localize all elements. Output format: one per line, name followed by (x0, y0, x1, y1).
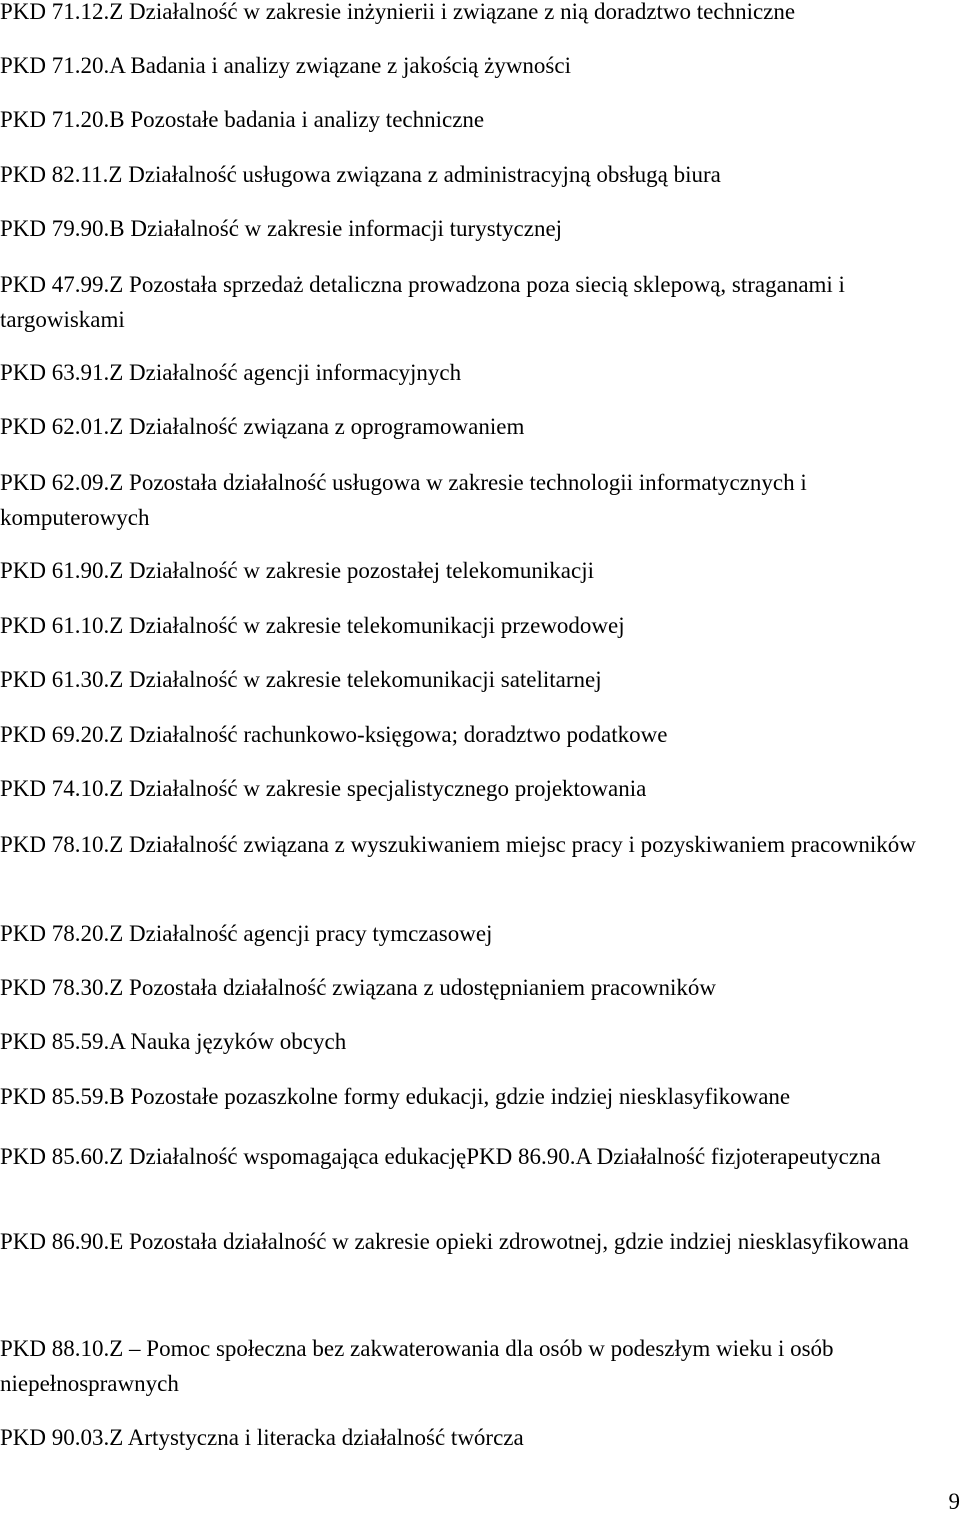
pkd-entry: PKD 61.90.Z Działalność w zakresie pozostałej telekomunikacji (0, 558, 594, 583)
pkd-entry: PKD 78.10.Z Działalność związana z wyszukiwaniem miejsc pracy i pozyskiwaniem pracowników (0, 832, 916, 857)
pkd-entry: PKD 90.03.Z Artystyczna i literacka działalność twórcza (0, 1425, 524, 1450)
pkd-entry: PKD 82.11.Z Działalność usługowa związana z administracyjną obsługą biura (0, 162, 721, 187)
pkd-entry: PKD 69.20.Z Działalność rachunkowo-księgowa; doradztwo podatkowe (0, 722, 668, 747)
pkd-entry: PKD 85.59.B Pozostałe pozaszkolne formy edukacji, gdzie indziej niesklasyfikowane (0, 1084, 791, 1109)
pkd-entry: PKD 62.09.Z Pozostała działalność usługowa w zakresie technologii informatycznych i komputerowych (0, 470, 807, 530)
pkd-entry: PKD 71.12.Z Działalność w zakresie inżynierii i związane z nią doradztwo techniczne (0, 0, 796, 24)
pkd-entry: PKD 74.10.Z Działalność w zakresie specjalistycznego projektowania (0, 776, 647, 801)
pkd-entry: PKD 71.20.B Pozostałe badania i analizy techniczne (0, 107, 485, 132)
pkd-entry: PKD 78.20.Z Działalność agencji pracy tymczasowej (0, 921, 493, 946)
pkd-entry: PKD 79.90.B Działalność w zakresie informacji turystycznej (0, 216, 563, 241)
pkd-entry: PKD 85.60.Z Działalność wspomagająca edukacjęPKD 86.90.A Działalność fizjoterapeutyczna (0, 1144, 881, 1169)
pkd-entry: PKD 71.20.A Badania i analizy związane z jakością żywności (0, 53, 571, 78)
pkd-entry: PKD 63.91.Z Działalność agencji informacyjnych (0, 360, 462, 385)
pkd-entry: PKD 88.10.Z – Pomoc społeczna bez zakwaterowania dla osób w podeszłym wieku i osób niepełnosprawnych (0, 1336, 834, 1396)
pkd-entry: PKD 85.59.A Nauka języków obcych (0, 1029, 347, 1054)
pkd-entry: PKD 62.01.Z Działalność związana z oprogramowaniem (0, 414, 525, 439)
pkd-entry: PKD 86.90.E Pozostała działalność w zakresie opieki zdrowotnej, gdzie indziej niesklasyfikowana (0, 1229, 909, 1254)
pkd-entry: PKD 78.30.Z Pozostała działalność związana z udostępnianiem pracowników (0, 975, 716, 1000)
pkd-entry: PKD 47.99.Z Pozostała sprzedaż detaliczna prowadzona poza siecią sklepową, straganami i targowiskami (0, 272, 845, 332)
pkd-entry: PKD 61.10.Z Działalność w zakresie telekomunikacji przewodowej (0, 613, 625, 638)
pkd-entry: PKD 61.30.Z Działalność w zakresie telekomunikacji satelitarnej (0, 667, 602, 692)
page-number: 9 (948, 1489, 960, 1514)
